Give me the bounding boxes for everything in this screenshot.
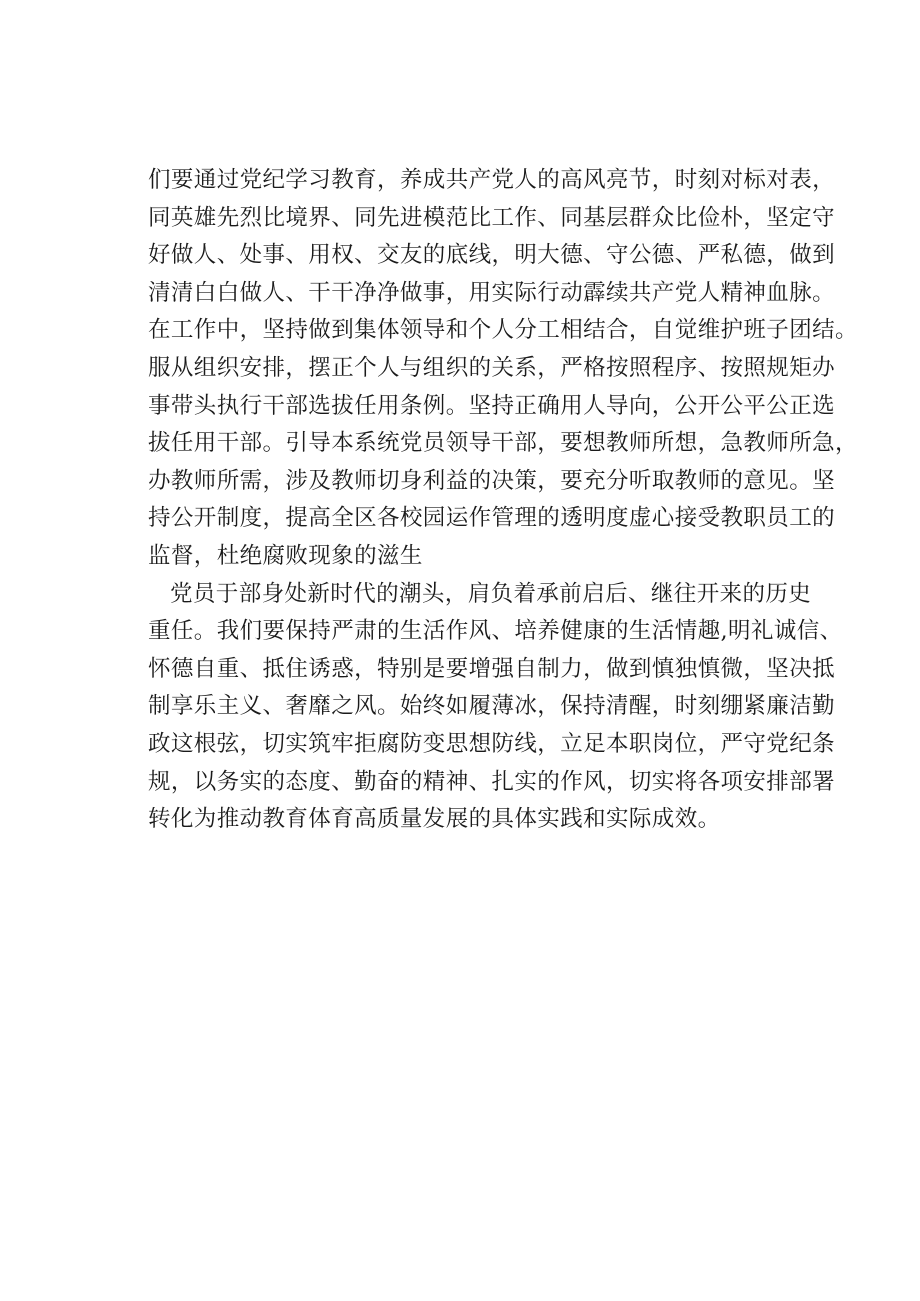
text-line: 好做人、处事、用权、交友的底线，明大德、守公德、严私德，做到: [148, 242, 836, 269]
text-line: 在工作中，坚持做到集体领导和个人分工相结合，自觉维护班子团结。: [148, 317, 858, 344]
text-line-indented: 党员于部身处新时代的潮头，肩负着承前启后、继往开来的历史: [170, 580, 812, 607]
document-body: [148, 162, 858, 839]
text-line: 同英雄先烈比境界、同先进模范比工作、同基层群众比俭朴，坚定守: [148, 204, 836, 231]
text-line: 办教师所需，涉及教师切身利益的决策，要充分听取教师的意见。坚: [148, 467, 836, 494]
paragraph-2: [148, 576, 843, 839]
text-line: 重任。我们要保持严肃的生活作风、培养健康的生活情趣,明礼诚信、: [148, 618, 843, 645]
text-line: 怀德自重、抵住诱惑，特别是要增强自制力，做到慎独慎微，坚决抵: [148, 655, 836, 682]
text-line: 规，以务实的态度、勤奋的精神、扎实的作风，切实将各项安排部署: [148, 768, 836, 795]
paragraph-1: [148, 162, 858, 576]
text-line: 事带头执行干部选拔任用条例。坚持正确用人导向，公开公平公正选: [148, 392, 836, 419]
text-line: 拔任用干部。引导本系统党员领导干部，要想教师所想，急教师所急，: [148, 430, 858, 457]
text-line: 制享乐主义、奢靡之风。始终如履薄冰，保持清醒，时刻绷紧廉洁勤: [148, 693, 836, 720]
text-line: 清清白白做人、干干净净做事，用实际行动霹续共产党人精神血脉。: [148, 279, 836, 306]
text-line: 转化为推动教育体育高质量发展的具体实践和实际成效。: [148, 806, 721, 833]
text-line: 们要通过党纪学习教育，养成共产党人的高风亮节，时刻对标对表，: [148, 167, 836, 193]
text-line: 服从组织安排，摆正个人与组织的关系，严格按照程序、按照规矩办: [148, 354, 836, 381]
text-line: 监督，杜绝腐败现象的滋生: [148, 542, 423, 569]
text-line: 持公开制度，提高全区各校园运作管理的透明度虚心接受教职员工的: [148, 505, 836, 532]
text-line: 政这根弦，切实筑牢拒腐防变思想防线，立足本职岗位，严守党纪条: [148, 730, 836, 757]
